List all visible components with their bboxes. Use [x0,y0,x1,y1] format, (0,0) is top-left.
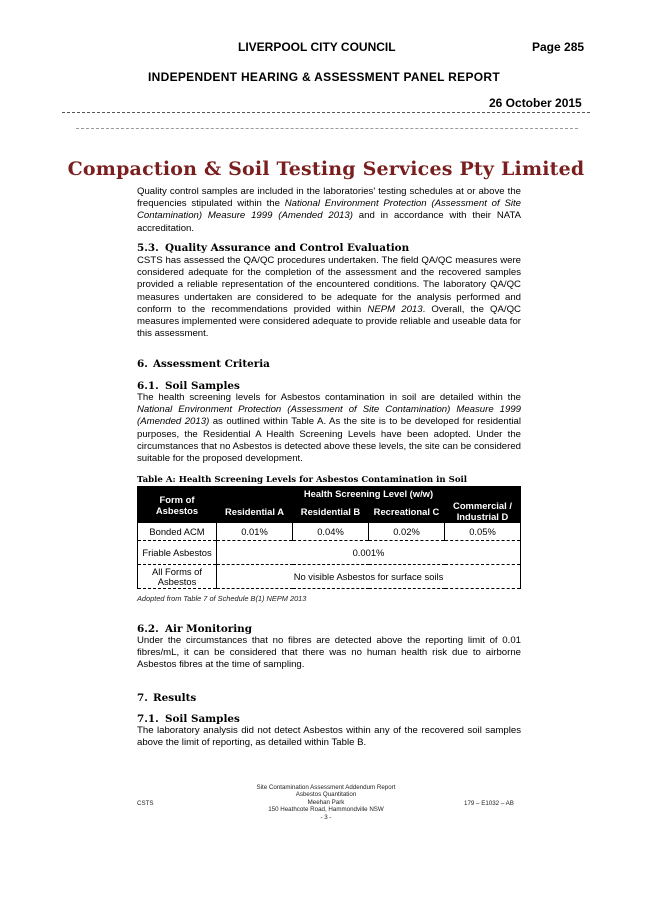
section-title: Assessment Criteria [153,358,270,370]
section-6-2-paragraph: Under the circumstances that no fibres are detected above the reporting limit of 0.01 fibres/mL, it can be considered that there was no human health risk due to airborne Asbestos fibres at the time of sampling. [137,635,521,671]
footer-line: Meehan Park [307,798,345,806]
section-7-heading [137,692,196,704]
section-6-1-paragraph [137,392,521,465]
paragraph-italic-ref: National Environment Protection (Assessment of Site Contamination) Measure 1999 (Amended 2013) [137,404,521,428]
section-number: 5.3. [137,242,159,254]
header-residential-a: Residential A [217,500,293,523]
table-caption: Table A: Health Screening Levels for Asbestos Contamination in Soil [137,475,468,485]
company-banner: Compaction & Soil Testing Services Pty Limited [67,158,585,180]
section-number: 6. [137,358,148,370]
paragraph-text-end: . Overall, the QA/QC measures implemented were considered adequate to provide reliable and useable data for this assessment. [137,303,521,340]
section-number: 6.2. [137,623,159,635]
health-screening-table [137,486,521,589]
table-cell: 0.01% [217,523,293,541]
row-label: All Forms of Asbestos [138,565,217,589]
table-row [138,565,521,589]
section-5-3-heading [137,242,409,254]
section-7-1-heading [137,713,240,725]
header-recreational-c: Recreational C [369,500,445,523]
footer-line: Asbestos Quantitation [295,791,357,799]
header-divider-secondary [76,128,578,129]
row-label: Friable Asbestos [138,541,217,565]
section-title: Results [153,692,197,704]
intro-text: Quality control samples are included in the laboratories' testing schedules at or above the frequencies stipulated within the [137,186,521,210]
paragraph-text: The health screening levels for Asbestos contamination in soil are detailed within the [137,392,521,403]
table-cell: No visible Asbestos for surface soils [217,565,521,589]
footer-center [250,784,402,821]
section-number: 7. [137,692,148,704]
footer-right: 179 – E1032 – AB [464,800,514,807]
council-name: LIVERPOOL CITY COUNCIL [238,40,396,54]
footer-line: Site Contamination Assessment Addendum Report [256,784,396,791]
table-cell: 0.04% [293,523,369,541]
intro-paragraph [137,186,521,235]
section-5-3-paragraph [137,255,521,340]
header-screening-level: Health Screening Level (w/w) [217,487,521,500]
table-cell: 0.05% [445,523,521,541]
section-title: Soil Samples [165,713,240,725]
intro-text-end: and in accordance with their NATA accreditation. [137,210,521,234]
table-cell: 0.02% [369,523,445,541]
row-label: Bonded ACM [138,523,217,541]
paragraph-italic-ref: NEPM 2013 [367,303,423,315]
header-residential-b: Residential B [293,500,369,523]
footer-left: CSTS [137,800,154,807]
header-form-of-asbestos: Form of Asbestos [138,487,217,523]
section-6-2-heading [137,623,252,635]
footer-page-number: - 3 - [320,813,332,821]
page-number: Page 285 [532,40,585,54]
report-title: INDEPENDENT HEARING & ASSESSMENT PANEL REPORT [148,70,500,84]
header-divider [62,112,590,113]
footer-line: 150 Heathcote Road, Hammondville NSW [268,806,384,814]
table-row [138,523,521,541]
section-title: Quality Assurance and Control Evaluation [165,242,410,254]
section-6-1-heading [137,380,240,392]
paragraph-text-end: as outlined within Table A. As the site is to be developed for residential purposes, the Residential A Health Screening Levels have been adopted. Under the circumstances that no Asbestos is detected above these levels, the site can be considered suitable for the proposed development. [137,416,521,465]
section-7-1-paragraph: The laboratory analysis did not detect Asbestos within any of the recovered soil samples above the limit of reporting, as detailed within Table B. [137,725,521,749]
section-number: 6.1. [137,380,159,392]
table-cell: 0.001% [217,541,521,565]
header-commercial-industrial-d: Commercial / Industrial D [445,500,521,523]
table-header-row [138,487,521,500]
intro-italic-ref: National Environment Protection (Assessment of Site Contamination) Measure 1999 (Amended 2013) [137,198,521,222]
section-title: Soil Samples [165,380,240,392]
table-row [138,541,521,565]
table-source-note: Adopted from Table 7 of Schedule B(1) NEPM 2013 [137,594,307,603]
section-6-heading [137,358,270,370]
section-number: 7.1. [137,713,159,725]
section-title: Air Monitoring [165,623,253,635]
report-date: 26 October 2015 [489,96,582,110]
paragraph-text: CSTS has assessed the QA/QC procedures undertaken. The field QA/QC measures were considered adequate for the completion of the assessment and the recovered samples provided a reliable representation of the encountered conditions. The laboratory QA/QC measures undertaken are considered to be adequate for the analysis performed and conform to the recommendations provided within [137,255,521,315]
